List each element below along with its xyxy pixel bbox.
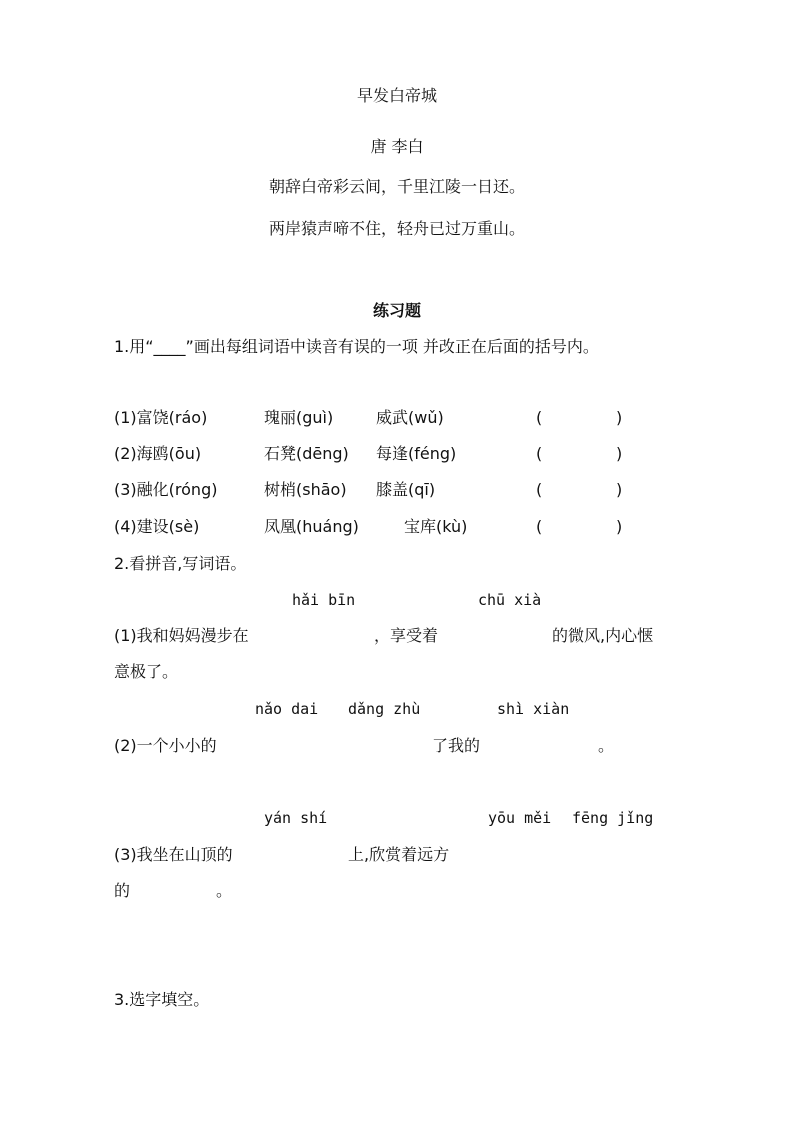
pinyin-nao-dai: nǎo dai: [255, 700, 319, 718]
answer-paren-close: ): [616, 444, 623, 463]
answer-paren-close: ): [616, 517, 623, 536]
q1-row-label: (1)富饶(ráo): [114, 408, 208, 427]
q1-row-word-3: 宝库(kù): [404, 517, 468, 536]
pinyin-hai-bin: hǎi bīn: [292, 591, 356, 609]
q2-s2-text-a: (2)一个小小的: [114, 736, 217, 755]
poem-line-1: 朝辞白帝彩云间，千里江陵一日还。: [268, 177, 525, 196]
q2-s1-text-c: 的微风,内心惬: [552, 626, 654, 645]
pinyin-dang-zhu: dǎng zhù: [348, 700, 421, 718]
pinyin-shi-xian: shì xiàn: [497, 700, 570, 718]
q1-row-word-3: 威武(wǔ): [376, 408, 444, 427]
q2-s1-text-a: (1)我和妈妈漫步在: [114, 626, 249, 645]
q1-row-word-2: 瑰丽(guì): [264, 408, 334, 427]
exercise-title: 练习题: [372, 301, 421, 320]
answer-paren-open: (: [536, 480, 543, 499]
q2-stem: 2.看拼音,写词语。: [114, 554, 247, 573]
q3-stem: 3.选字填空。: [114, 990, 210, 1009]
q2-s1-text-d: 意极了。: [114, 662, 179, 681]
q2-s2-text-c: 。: [598, 736, 615, 755]
q1-row-word-2: 石凳(dēng): [264, 444, 349, 463]
q2-s3-text-b: 上,欣赏着远方: [348, 845, 450, 864]
answer-paren-close: ): [616, 408, 623, 427]
q1-stem: 1.用“____”画出每组词语中读音有误的一项 并改正在后面的括号内。: [114, 337, 599, 356]
pinyin-yan-shi: yán shí: [264, 809, 328, 827]
answer-paren-close: ): [616, 480, 623, 499]
q2-s1-text-b: ，享受着: [374, 626, 439, 645]
q1-row-word-2: 树梢(shāo): [264, 480, 347, 499]
pinyin-feng-jing: fēng jǐng: [572, 809, 654, 827]
answer-paren-open: (: [536, 408, 543, 427]
pinyin-you-mei: yōu měi: [488, 809, 552, 827]
q1-row-word-3: 膝盖(qī): [376, 480, 436, 499]
q1-row-label: (3)融化(róng): [114, 480, 218, 499]
answer-paren-open: (: [536, 517, 543, 536]
q2-s3-text-d: 。: [216, 881, 233, 900]
poem-author: 唐 李白: [370, 137, 424, 156]
q1-row-word-3: 每逢(féng): [376, 444, 457, 463]
q1-row-word-2: 凤凰(huáng): [264, 517, 359, 536]
q1-row-label: (4)建设(sè): [114, 517, 200, 536]
answer-paren-open: (: [536, 444, 543, 463]
q1-row-label: (2)海鸥(ōu): [114, 444, 202, 463]
q2-s3-text-c: 的: [114, 881, 131, 900]
q2-s2-text-b: 了我的: [432, 736, 481, 755]
q2-s3-text-a: (3)我坐在山顶的: [114, 845, 233, 864]
pinyin-chu-xia: chū xià: [478, 591, 542, 609]
poem-title: 早发白帝城: [356, 86, 437, 105]
poem-line-2: 两岸猿声啼不住，轻舟已过万重山。: [268, 219, 525, 238]
